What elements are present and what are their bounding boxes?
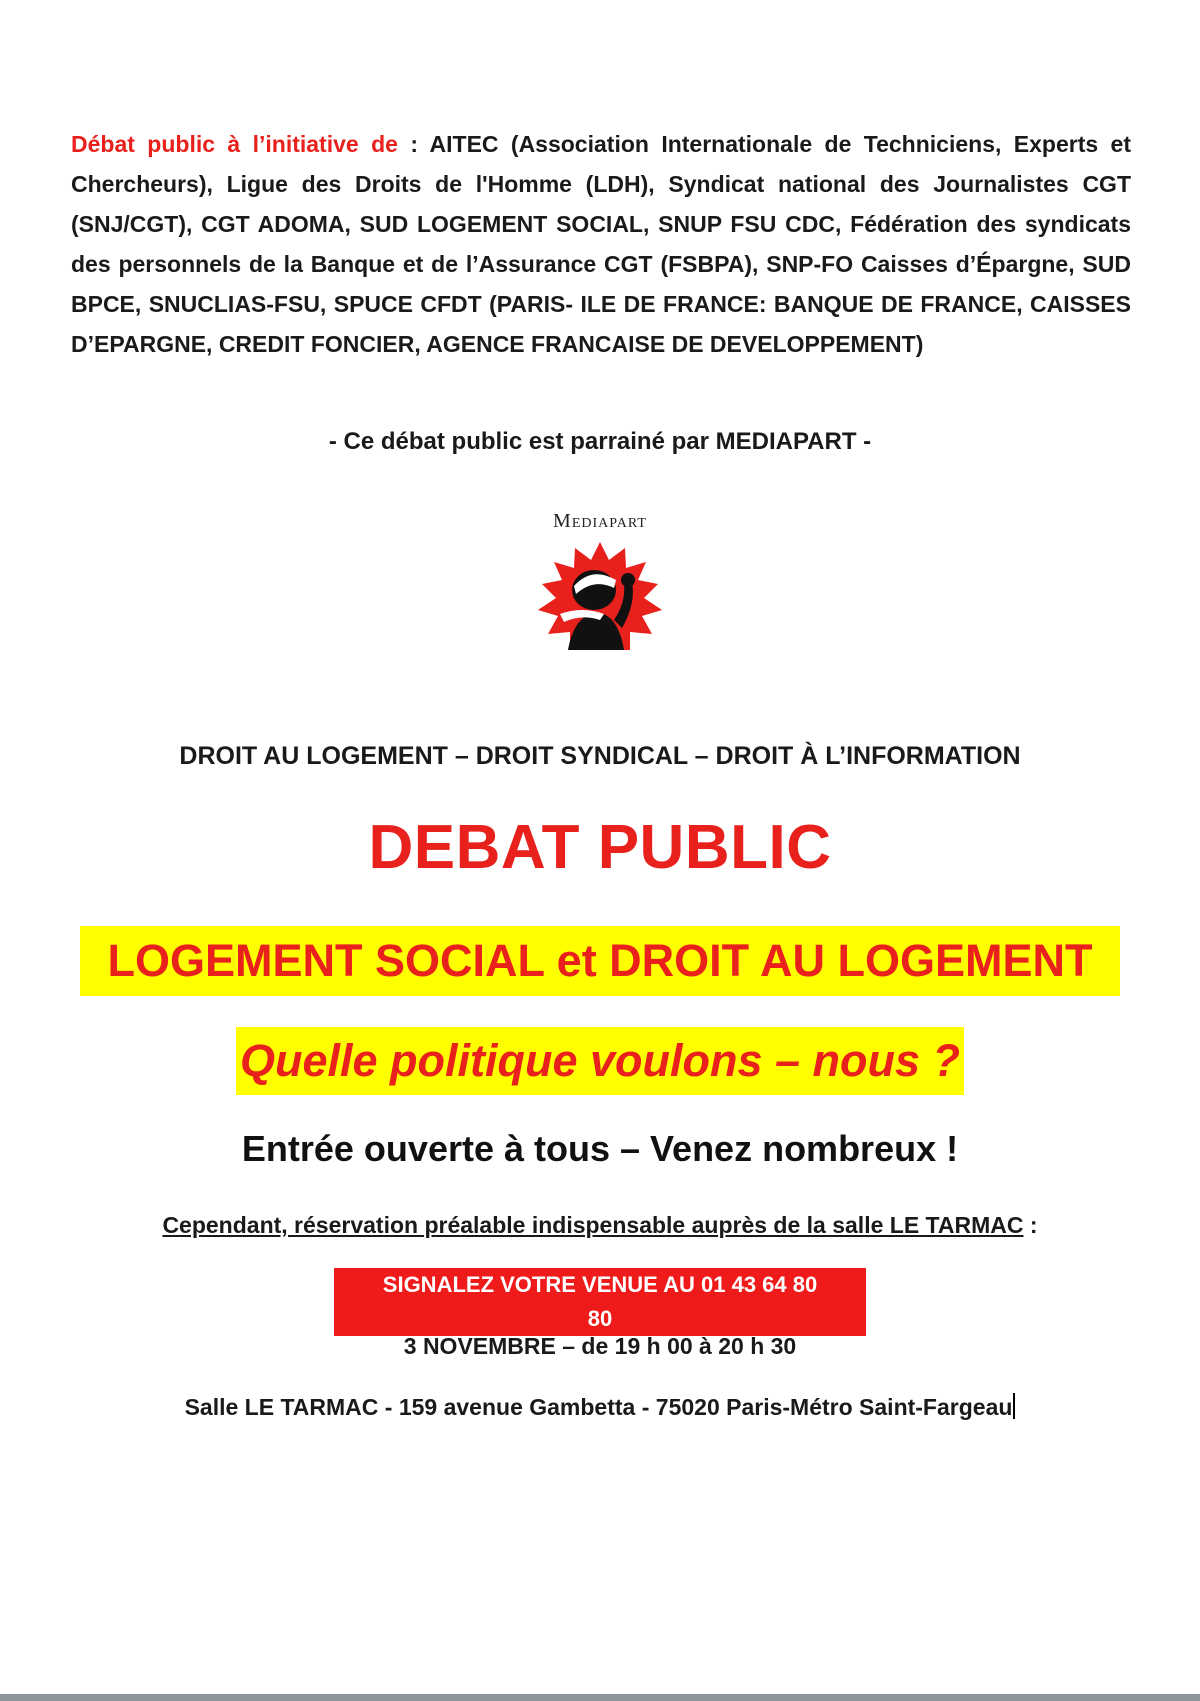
rights-line: DROIT AU LOGEMENT – DROIT SYNDICAL – DROIT À L’INFORMATION [179,742,1021,770]
call-to-action-row [0,1268,1200,1336]
call-to-action-banner: SIGNALEZ VOTRE VENUE AU 01 43 64 80 80 [334,1268,866,1336]
organizers-list: AITEC (Association Internationale de Techniciens, Experts et Chercheurs), Ligue des Droits de l'Homme (LDH), Syndicat national des Journalistes CGT (SNJ/CGT), CGT ADOMA, SUD LOGEMENT SOCIAL, SNUP FSU CDC, Fédération des syndicats des personnels de la Banque et de l’Assurance CGT (FSBPA), SNP-FO Caisses d’Épargne, SUD BPCE, SNUCLIAS-FSU, SPUCE CFDT (PARIS- ILE DE FRANCE: BANQUE DE FRANCE, CAISSES D’EPARGNE, CREDIT FONCIER, AGENCE FRANCAISE DE DEVELOPPEMENT) [71,131,1131,357]
venue-line [0,1393,1200,1421]
reservation-line [0,1212,1200,1239]
window-bottom-edge [0,1694,1200,1701]
date-line: 3 NOVEMBRE – de 19 h 00 à 20 h 30 [403,1333,797,1359]
organizers-paragraph [71,124,1131,364]
subject-banner: LOGEMENT SOCIAL et DROIT AU LOGEMENT [80,926,1120,996]
headline: DEBAT PUBLIC [368,813,832,882]
logo-figure-hand [621,573,635,587]
mediapart-crier-icon [530,540,670,650]
open-entry-line: Entrée ouverte à tous – Venez nombreux ! [241,1128,959,1169]
intro-lead: Débat public à l’initiative de [71,131,398,157]
question-row [0,1027,1200,1095]
logo-wordmark: Mediapart [553,510,647,532]
reservation-text: Cependant, réservation préalable indispensable auprès de la salle LE TARMAC [162,1212,1024,1238]
sponsor-line: - Ce débat public est parrainé par MEDIAPART - [328,428,872,455]
venue-text: Salle LE TARMAC - 159 avenue Gambetta - 75020 Paris-Métro Saint-Fargeau [184,1394,1013,1420]
mediapart-logo [530,510,670,650]
intro-separator: : [397,131,430,157]
reservation-suffix: : [1023,1212,1038,1238]
question-banner: Quelle politique voulons – nous ? [236,1027,964,1095]
text-cursor [1013,1393,1015,1419]
